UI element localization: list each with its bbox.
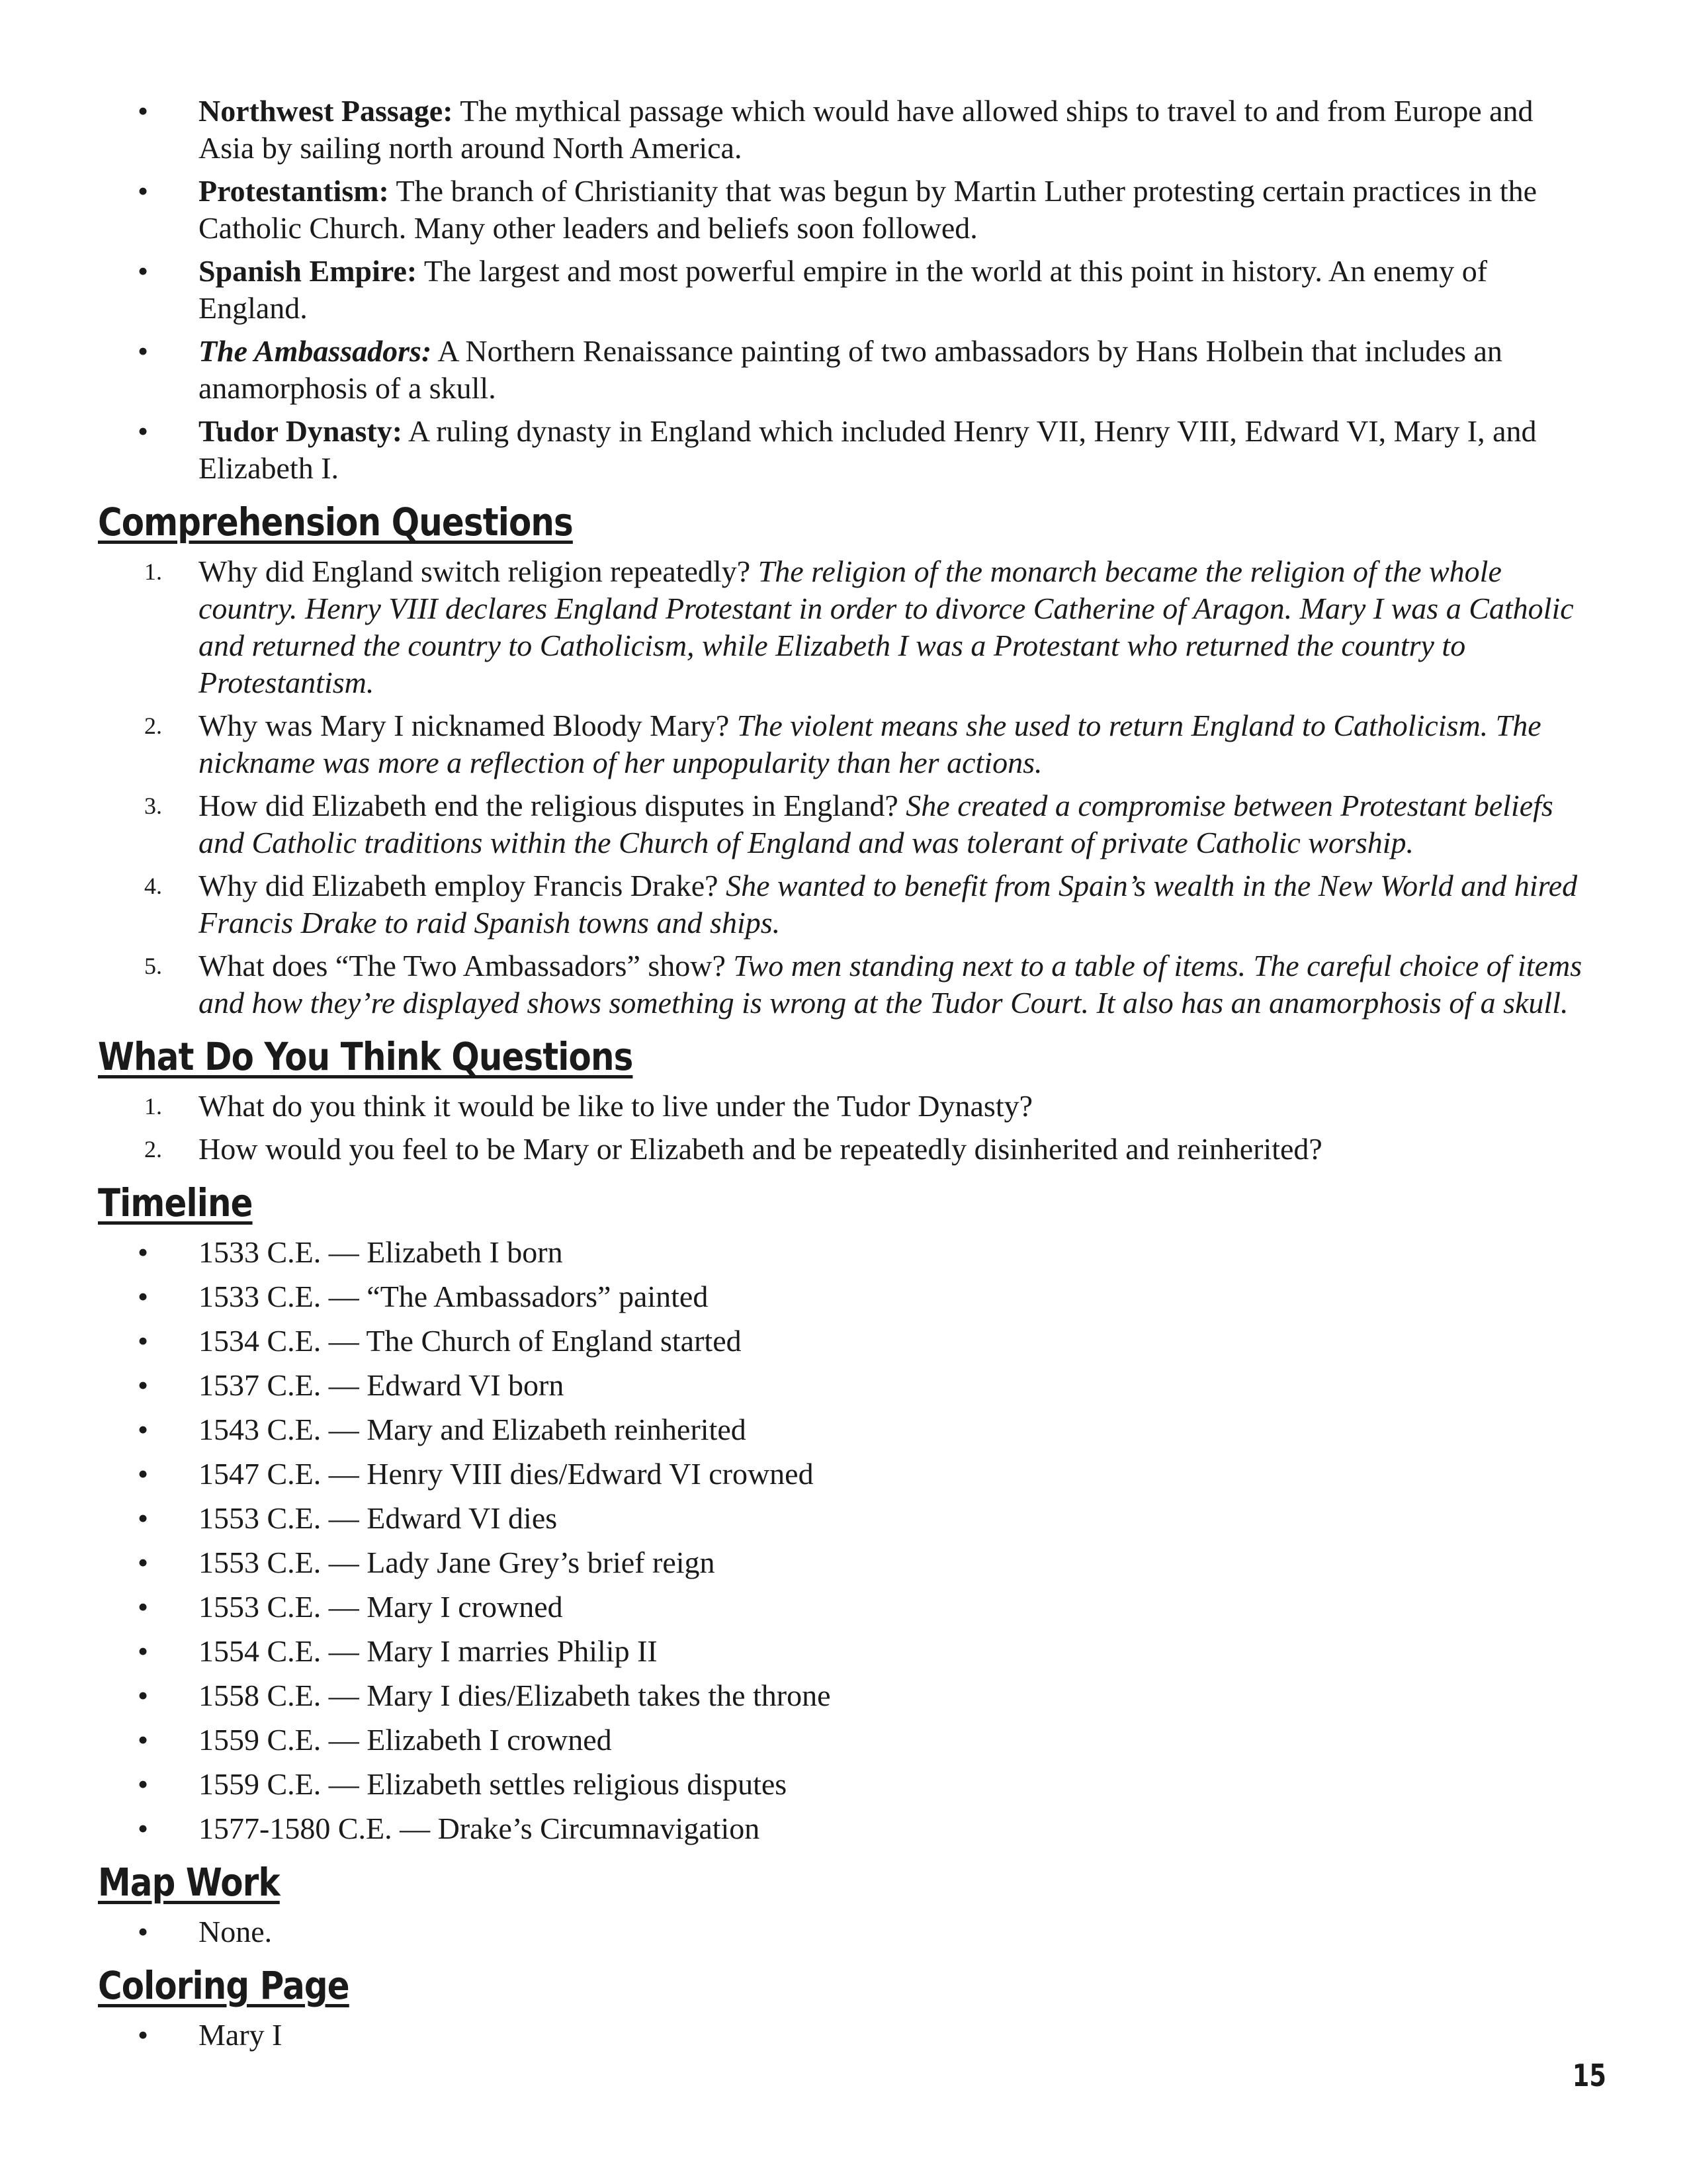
question-text: How would you feel to be Mary or Elizabeth and be repeatedly disinherited and reinherited? (198, 1132, 1322, 1166)
bullet-marker: • (138, 1457, 149, 1491)
bullet-marker: • (138, 1546, 149, 1579)
timeline-item (98, 1633, 1593, 1670)
bullet-marker: • (138, 1368, 149, 1402)
bullet-marker: • (138, 1915, 149, 1948)
glossary-list (98, 93, 1593, 487)
think-list (98, 1088, 1593, 1168)
question-item (98, 1131, 1593, 1168)
question-number: 1. (144, 558, 162, 585)
glossary-item (98, 93, 1593, 167)
bullet-marker: • (138, 174, 149, 208)
question-item (98, 867, 1593, 941)
timeline-item (98, 1544, 1593, 1581)
timeline-text: 1543 C.E. — Mary and Elizabeth reinherited (198, 1413, 746, 1446)
bullet-marker: • (138, 334, 149, 368)
bullet-marker: • (138, 1679, 149, 1712)
bullet-marker: • (138, 1634, 149, 1668)
section-heading-map-work: Map Work (98, 1860, 280, 1905)
timeline-item (98, 1810, 1593, 1847)
glossary-definition: A ruling dynasty in England which included Henry VII, Henry VIII, Edward VI, Mary I, and Elizabeth I. (198, 414, 1537, 485)
bullet-marker: • (138, 1812, 149, 1845)
answer-text: The religion of the monarch became the religion of the whole country. Henry VIII declares England Protestant in order to divorce Catherine of Aragon. Mary I was a Catholic and returned the country to Catholicism, while Elizabeth I was a Protestant who returned the country to Protestantism. (198, 554, 1574, 699)
list-item-text: Mary I (198, 2018, 282, 2052)
timeline-text: 1559 C.E. — Elizabeth settles religious disputes (198, 1767, 787, 1801)
glossary-definition: The largest and most powerful empire in the world at this point in history. An enemy of England. (198, 254, 1488, 325)
timeline-text: 1533 C.E. — “The Ambassadors” painted (198, 1280, 709, 1313)
glossary-term: Tudor Dynasty: (198, 414, 403, 448)
timeline-text: 1558 C.E. — Mary I dies/Elizabeth takes the throne (198, 1679, 831, 1712)
timeline-text: 1553 C.E. — Mary I crowned (198, 1590, 563, 1624)
answer-text: Two men standing next to a table of items. The careful choice of items and how they’re displayed shows something is wrong at the Tudor Court. It also has an anamorphosis of a skull. (198, 949, 1582, 1020)
timeline-text: 1554 C.E. — Mary I marries Philip II (198, 1634, 658, 1668)
bullet-marker: • (138, 94, 149, 128)
bullet-marker: • (138, 1280, 149, 1313)
bullet-marker: • (138, 1590, 149, 1624)
glossary-item (98, 253, 1593, 327)
glossary-item (98, 333, 1593, 407)
timeline-item (98, 1500, 1593, 1537)
question-text: What do you think it would be like to live under the Tudor Dynasty? (198, 1089, 1033, 1123)
bullet-marker: • (138, 2018, 149, 2052)
timeline-item (98, 1456, 1593, 1493)
timeline-item (98, 1234, 1593, 1271)
question-number: 5. (144, 953, 162, 979)
bullet-marker: • (138, 1235, 149, 1269)
map-work-list (98, 1913, 1593, 1950)
question-number: 2. (144, 713, 162, 739)
timeline-text: 1577-1580 C.E. — Drake’s Circumnavigation (198, 1812, 760, 1845)
timeline-text: 1533 C.E. — Elizabeth I born (198, 1235, 563, 1269)
glossary-item (98, 173, 1593, 247)
timeline-item (98, 1589, 1593, 1626)
question-item (98, 553, 1593, 701)
list-item (98, 2017, 1593, 2054)
question-text: How did Elizabeth end the religious disputes in England? (198, 789, 898, 822)
glossary-term: Spanish Empire: (198, 254, 417, 288)
glossary-term: Protestantism: (198, 174, 389, 208)
bullet-marker: • (138, 1501, 149, 1535)
bullet-marker: • (138, 1723, 149, 1757)
bullet-marker: • (138, 414, 149, 448)
glossary-term: Northwest Passage: (198, 94, 453, 128)
timeline-text: 1553 C.E. — Edward VI dies (198, 1501, 558, 1535)
question-item (98, 787, 1593, 861)
bullet-marker: • (138, 1767, 149, 1801)
page-content (98, 93, 1593, 2060)
bullet-marker: • (138, 1413, 149, 1446)
page-number: 15 (1572, 2058, 1606, 2093)
answer-text: She created a compromise between Protestant beliefs and Catholic traditions within the Church of England and was tolerant of private Catholic worship. (198, 789, 1553, 859)
question-text: What does “The Two Ambassadors” show? (198, 949, 726, 983)
timeline-item (98, 1722, 1593, 1759)
timeline-item (98, 1677, 1593, 1714)
timeline-item (98, 1367, 1593, 1404)
question-number: 2. (144, 1136, 162, 1162)
question-number: 3. (144, 793, 162, 819)
timeline-item (98, 1766, 1593, 1803)
list-item-text: None. (198, 1915, 273, 1948)
question-number: 1. (144, 1093, 162, 1119)
answer-text: The violent means she used to return England to Catholicism. The nickname was more a reflection of her unpopularity than her actions. (198, 709, 1541, 779)
glossary-definition: The branch of Christianity that was begun by Martin Luther protesting certain practices in the Catholic Church. Many other leaders and beliefs soon followed. (198, 174, 1537, 245)
answer-text: She wanted to benefit from Spain’s wealth in the New World and hired Francis Drake to raid Spanish towns and ships. (198, 869, 1578, 939)
question-item (98, 947, 1593, 1022)
glossary-term: The Ambassadors: (198, 334, 432, 368)
timeline-text: 1559 C.E. — Elizabeth I crowned (198, 1723, 612, 1757)
glossary-definition: The mythical passage which would have allowed ships to travel to and from Europe and Asia by sailing north around North America. (198, 94, 1534, 165)
comprehension-list (98, 553, 1593, 1022)
timeline-text: 1553 C.E. — Lady Jane Grey’s brief reign (198, 1546, 715, 1579)
timeline-text: 1537 C.E. — Edward VI born (198, 1368, 564, 1402)
timeline-item (98, 1411, 1593, 1448)
glossary-definition: A Northern Renaissance painting of two ambassadors by Hans Holbein that includes an anamorphosis of a skull. (198, 334, 1502, 405)
question-number: 4. (144, 873, 162, 899)
question-text: Why did England switch religion repeatedly? (198, 554, 751, 588)
timeline-item (98, 1323, 1593, 1360)
question-text: Why did Elizabeth employ Francis Drake? (198, 869, 718, 902)
question-text: Why was Mary I nicknamed Bloody Mary? (198, 709, 730, 742)
bullet-marker: • (138, 254, 149, 288)
timeline-text: 1534 C.E. — The Church of England started (198, 1324, 742, 1358)
coloring-page-list (98, 2017, 1593, 2054)
question-item (98, 707, 1593, 781)
timeline-list (98, 1234, 1593, 1847)
timeline-text: 1547 C.E. — Henry VIII dies/Edward VI crowned (198, 1457, 814, 1491)
bullet-marker: • (138, 1324, 149, 1358)
question-item (98, 1088, 1593, 1125)
timeline-item (98, 1278, 1593, 1315)
section-heading-think: What Do You Think Questions (98, 1034, 633, 1079)
section-heading-comprehension: Comprehension Questions (98, 500, 573, 545)
section-heading-coloring-page: Coloring Page (98, 1963, 349, 2008)
section-heading-timeline: Timeline (98, 1180, 253, 1225)
glossary-item (98, 413, 1593, 487)
list-item (98, 1913, 1593, 1950)
